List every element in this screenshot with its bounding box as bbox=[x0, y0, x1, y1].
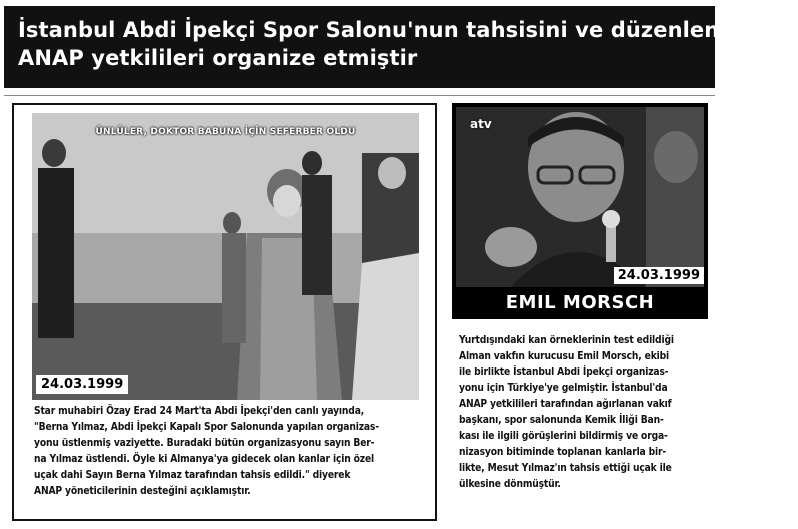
right-text-line: likte, Mesut Yılmaz'ın tahsis ettiği uçak ile bbox=[459, 463, 672, 474]
right-story-text bbox=[459, 333, 713, 493]
left-text-line: uçak dahi Sayın Berna Yılmaz tarafından tahsis edildi." diyerek bbox=[34, 470, 351, 481]
left-story-box bbox=[12, 103, 437, 521]
left-text-line: "Berna Yılmaz, Abdi İpekçi Kapalı Spor Salonunda yapılan organizas- bbox=[34, 422, 379, 433]
left-story-photo bbox=[32, 113, 419, 400]
right-text-line: ülkesine dönmüştür. bbox=[459, 479, 561, 490]
right-text-line: başkanı, spor salonunda Kemik İliği Ban- bbox=[459, 415, 664, 426]
left-text-line: ANAP yöneticilerinin desteğini açıklamıştır. bbox=[34, 486, 251, 497]
right-text-line: nizasyon bitiminde toplanan kanlarla bir- bbox=[459, 447, 667, 458]
right-text-line: yonu için Türkiye'ye gelmiştir. İstanbul'da bbox=[459, 383, 668, 394]
left-text-line: Star muhabiri Özay Erad 24 Mart'ta Abdi İpekçi'den canlı yayında, bbox=[34, 406, 365, 417]
right-text-line: Yurtdışındaki kan örneklerinin test edildiği bbox=[459, 335, 674, 346]
portrait-photo bbox=[456, 107, 704, 287]
name-plate: EMIL MORSCH bbox=[452, 287, 708, 319]
right-text-line: kası ile ilgili görüşlerini bildirmiş ve orga- bbox=[459, 431, 668, 442]
crowd-photo-illustration bbox=[32, 113, 419, 400]
headline-line-1: İstanbul Abdi İpekçi Spor Salonu'nun tahsisini ve düzenlenmesini bbox=[18, 18, 798, 42]
left-text-line: yonu üstlenmiş vaziyette. Buradaki bütün organizasyonu sayın Ber- bbox=[34, 438, 375, 449]
right-date-badge: 24.03.1999 bbox=[614, 267, 704, 284]
headline-banner bbox=[4, 6, 798, 88]
photo-caption: ÜNLÜLER, DOKTOR BABUNA İÇİN SEFERBER OLDU bbox=[95, 127, 356, 137]
right-text-line: ile birlikte İstanbul Abdi İpekçi organizas- bbox=[459, 367, 669, 378]
right-text-line: ANAP yetkilileri tarafından ağırlanan vakıf bbox=[459, 399, 672, 410]
right-text-line: Alman vakfın kurucusu Emil Morsch, ekibi bbox=[459, 351, 670, 362]
right-story-photo bbox=[452, 103, 708, 319]
left-story-text bbox=[34, 404, 429, 500]
portrait-illustration bbox=[456, 107, 704, 287]
left-text-line: na Yılmaz üstlendi. Öyle ki Almanya'ya gidecek olan kanlar için özel bbox=[34, 454, 375, 465]
divider bbox=[4, 95, 715, 96]
atv-logo: atv bbox=[470, 117, 492, 131]
headline-line-2: ANAP yetkilileri organize etmiştir bbox=[18, 46, 418, 70]
left-date-badge: 24.03.1999 bbox=[36, 375, 128, 394]
